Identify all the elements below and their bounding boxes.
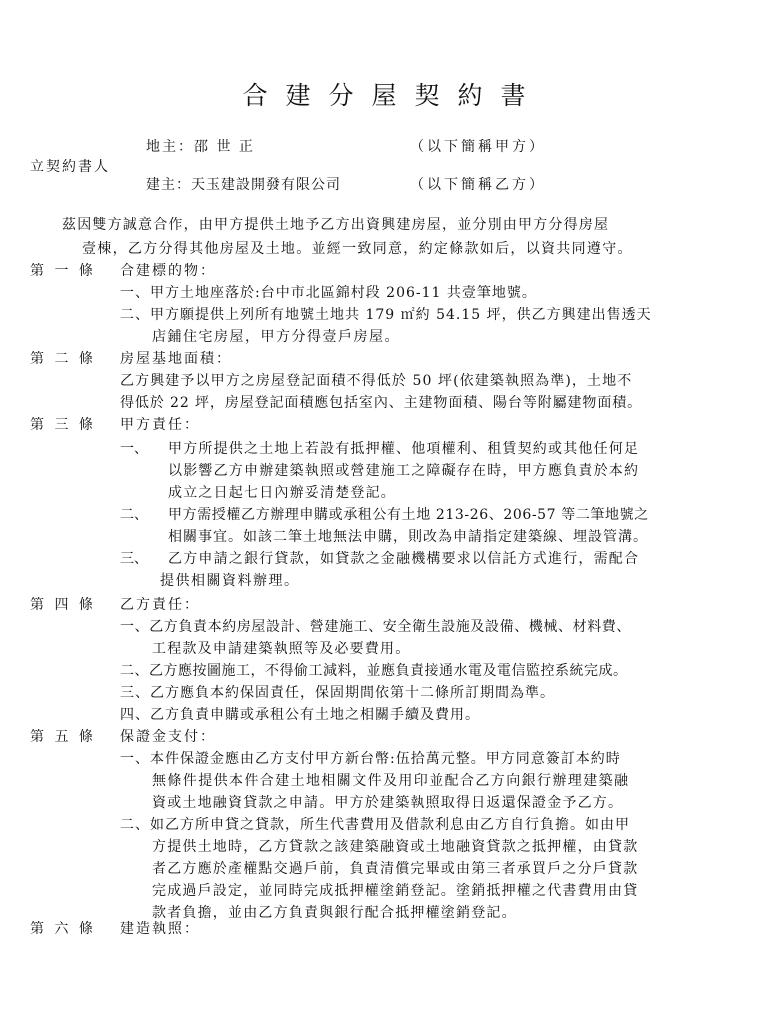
article-3-item-1-line-3: 成立之日起七日內辦妥清楚登記。 bbox=[168, 485, 396, 501]
article-5-item-2-line-2: 方提供土地時，乙方貸款之該建築融資或土地融資貸款之抵押權，由貸款 bbox=[152, 839, 639, 855]
article-3-item-2-line-1: 甲方需授權乙方辦理申購或承租公有土地 213-26、206-57 等二筆地號之 bbox=[168, 507, 649, 523]
article-5-item-1-line-2: 無條件提供本件合建土地相關文件及用印並配合乙方向銀行辦理建築融 bbox=[152, 773, 630, 789]
builder-note: （以下簡稱乙方） bbox=[410, 177, 546, 193]
article-5-item-2-line-5: 款者負擔，並由乙方負責與銀行配合抵押權塗銷登記。 bbox=[152, 905, 517, 921]
article-4-label: 第 四 條 bbox=[30, 597, 96, 613]
article-3-item-1-number: 一、 bbox=[120, 441, 148, 457]
article-4-item-2: 二、乙方應按圖施工，不得偷工減料，並應負責接通水電及電信監控系統完成。 bbox=[120, 663, 628, 679]
preamble-line-2: 壹棟，乙方分得其他房屋及土地。並經一致同意，約定條款如后，以資共同遵守。 bbox=[82, 241, 633, 257]
article-4-heading: 乙方責任： bbox=[120, 597, 200, 613]
article-4-item-1-line-1: 一、乙方負責本約房屋設計、營建施工、安全衛生設施及設備、機械、材料費、 bbox=[120, 619, 631, 635]
article-1-item-2: 二、甲方願提供上列所有地號土地共 179 ㎡約 54.15 坪，供乙方興建出售透天 bbox=[120, 307, 652, 323]
article-6-heading: 建造執照： bbox=[120, 921, 200, 937]
article-5-heading: 保證金支付： bbox=[120, 729, 216, 745]
builder-line: 建主：天玉建設開發有限公司 bbox=[146, 177, 341, 193]
article-3-item-3-line-1: 乙方申請之銀行貸款，如貸款之金融機構要求以信託方式進行，需配合 bbox=[168, 551, 640, 567]
article-2-label: 第 二 條 bbox=[30, 351, 96, 367]
preamble-line-1: 茲因雙方誠意合作，由甲方提供土地予乙方出資興建房屋，並分別由甲方分得房屋 bbox=[62, 217, 610, 233]
landowner-note: （以下簡稱甲方） bbox=[410, 139, 546, 155]
article-3-item-1-line-2: 以影響乙方申辦建築執照或營建施工之障礙存在時，甲方應負責於本約 bbox=[168, 463, 640, 479]
article-1-item-1: 一、甲方土地座落於:台中市北區錦村段 206-11 共壹筆地號。 bbox=[120, 285, 537, 301]
article-5-item-2-line-1: 二、如乙方所申貸之貸款，所生代書費用及借款利息由乙方自行負擔。如由甲 bbox=[120, 817, 630, 833]
article-3-heading: 甲方責任： bbox=[120, 417, 200, 433]
article-5-item-1-line-1: 一、本件保證金應由乙方支付甲方新台幣:伍拾萬元整。甲方同意簽訂本約時 bbox=[120, 751, 621, 767]
article-3-item-3-number: 三、 bbox=[120, 551, 148, 567]
article-2-line-1: 乙方興建予以甲方之房屋登記面積不得低於 50 坪(依建築執照為準)，土地不 bbox=[120, 373, 633, 389]
contract-parties-label: 立契約書人 bbox=[30, 159, 110, 175]
article-4-item-4: 四、乙方負責申購或承租公有土地之相關手續及費用。 bbox=[120, 707, 480, 723]
article-3-label: 第 三 條 bbox=[30, 417, 96, 433]
article-5-label: 第 五 條 bbox=[30, 729, 96, 745]
article-5-item-2-line-3: 者乙方應於產權點交過戶前，負責清償完畢或由第三者承買戶之分戶貸款 bbox=[152, 861, 639, 877]
article-5-item-2-line-4: 完成過戶設定，並同時完成抵押權塗銷登記。塗銷抵押權之代書費用由貸 bbox=[152, 883, 639, 899]
article-2-heading: 房屋基地面積： bbox=[120, 351, 232, 367]
article-1-label: 第 一 條 bbox=[30, 263, 96, 279]
article-4-item-3: 三、乙方應負本約保固責任，保固期間依第十二條所訂期間為準。 bbox=[120, 685, 555, 701]
article-2-line-2: 得低於 22 坪，房屋登記面積應包括室內、主建物面積、陽台等附屬建物面積。 bbox=[120, 395, 643, 411]
document-title: 合建分屋契約書 bbox=[242, 81, 544, 110]
article-4-item-1-line-2: 工程款及申請建築執照等及必要費用。 bbox=[152, 641, 411, 657]
article-3-item-3-line-2: 提供相關資料辦理。 bbox=[160, 573, 300, 589]
article-3-item-2-number: 二、 bbox=[120, 507, 148, 523]
landowner-line: 地主：邵 世 正 bbox=[146, 139, 255, 155]
article-3-item-1-line-1: 甲方所提供之土地上若設有抵押權、他項權利、租賃契約或其他任何足 bbox=[168, 441, 640, 457]
article-6-label: 第 六 條 bbox=[30, 921, 96, 937]
article-5-item-1-line-3: 資或土地融資貸款之申請。甲方於建築執照取得日返還保證金予乙方。 bbox=[152, 795, 624, 811]
article-3-item-2-line-2: 相關事宜。如該二筆土地無法申購，則改為申請指定建築線、埋設管溝。 bbox=[168, 529, 648, 545]
article-1-item-2-cont: 店鋪住宅房屋，甲方分得壹戶房屋。 bbox=[152, 329, 400, 345]
article-1-heading: 合建標的物： bbox=[120, 263, 216, 279]
